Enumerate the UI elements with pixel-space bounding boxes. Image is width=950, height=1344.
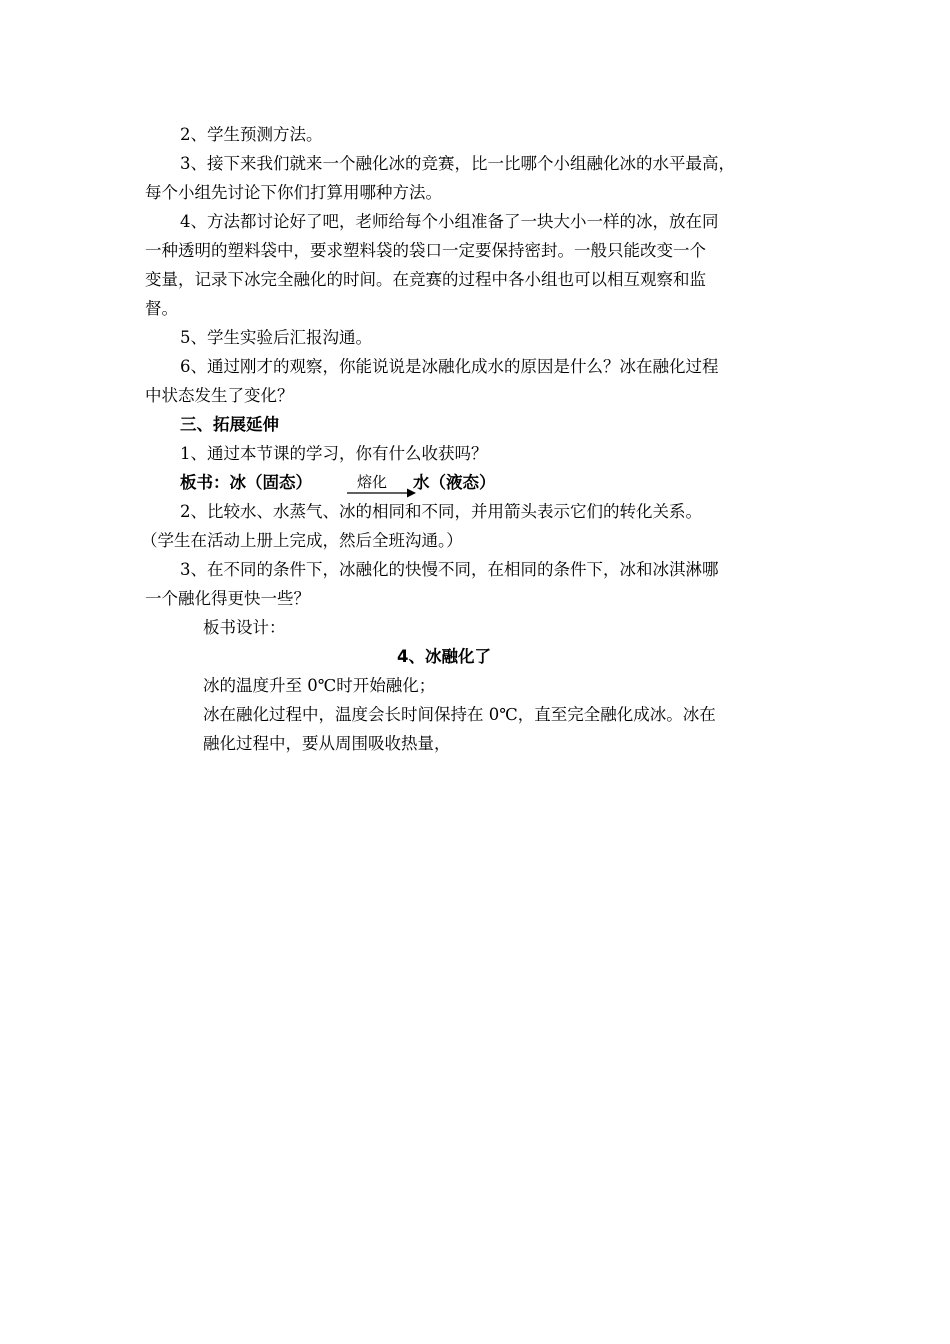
step-6-line-1: 6、通过刚才的观察，你能说说是冰融化成水的原因是什么？冰在融化过程 — [180, 357, 719, 376]
section-heading: 三、拓展延伸 — [180, 415, 279, 434]
board-prefix: 板书：冰（固态） — [180, 473, 312, 492]
arrow-label: 熔化 — [357, 473, 388, 491]
design-line-2: 冰在融化过程中，温度会长时间保持在 0℃，直至完全融化成冰。冰在 — [203, 705, 716, 724]
melting-arrow — [345, 472, 417, 502]
step-3-line-2: 每个小组先讨论下你们打算用哪种方法。 — [145, 183, 442, 202]
question-2-line-2: （学生在活动上册上完成，然后全班沟通。） — [141, 531, 463, 550]
question-2-line-1: 2、比较水、水蒸气、冰的相同和不同，并用箭头表示它们的转化关系。 — [180, 502, 702, 521]
step-5: 5、学生实验后汇报沟通。 — [180, 328, 372, 347]
step-2: 2、学生预测方法。 — [180, 125, 323, 144]
step-3-line-1: 3、接下来我们就来一个融化冰的竞赛，比一比哪个小组融化冰的水平最高， — [180, 154, 735, 173]
question-1: 1、通过本节课的学习，你有什么收获吗？ — [180, 444, 488, 463]
step-4-line-2: 一种透明的塑料袋中，要求塑料袋的袋口一定要保持密封。一般只能改变一个 — [145, 241, 706, 260]
question-3-line-1: 3、在不同的条件下，冰融化的快慢不同，在相同的条件下，冰和冰淇淋哪 — [180, 560, 719, 579]
step-4-line-4: 督。 — [145, 299, 178, 318]
board-design-title: 4、冰融化了 — [397, 647, 491, 666]
step-6-line-2: 中状态发生了变化？ — [145, 386, 294, 405]
design-line-1: 冰的温度升至 0℃时开始融化； — [203, 676, 436, 695]
design-line-3: 融化过程中，要从周围吸收热量， — [203, 734, 451, 753]
step-4-line-3: 变量，记录下冰完全融化的时间。在竞赛的过程中各小组也可以相互观察和监 — [145, 270, 706, 289]
board-design-label: 板书设计： — [203, 618, 286, 637]
arrow-right-icon — [345, 472, 417, 502]
step-4-line-1: 4、方法都讨论好了吧，老师给每个小组准备了一块大小一样的冰，放在同 — [180, 212, 719, 231]
question-3-line-2: 一个融化得更快一些？ — [145, 589, 310, 608]
board-suffix: 水（液态） — [413, 473, 496, 492]
